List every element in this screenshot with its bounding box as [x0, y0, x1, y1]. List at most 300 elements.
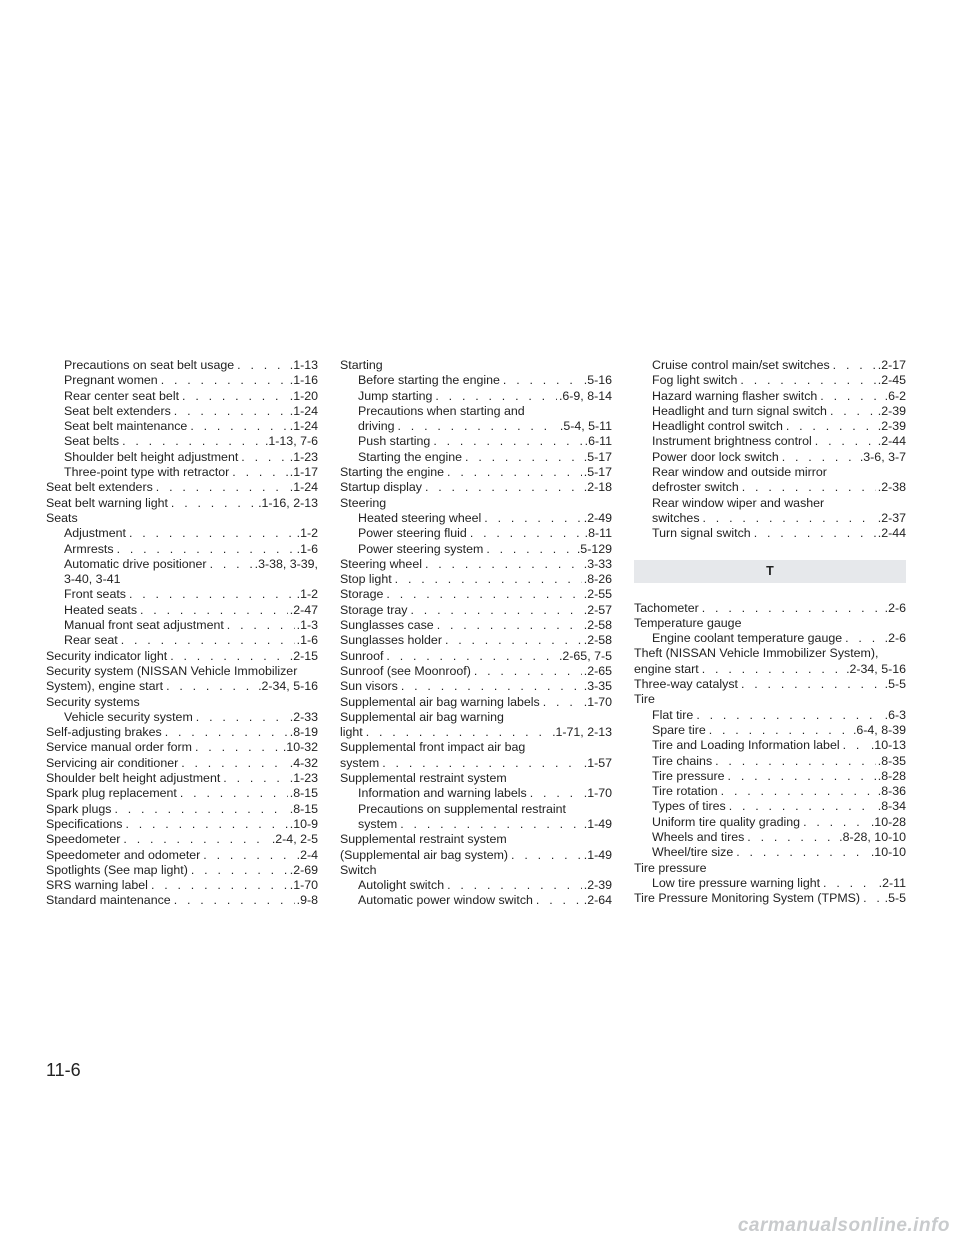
entry-page-ref: .9-8: [296, 893, 318, 908]
entry-term: Speedometer: [46, 832, 121, 847]
index-entry: [634, 601, 906, 616]
index-heading-entry: Supplemental restraint system: [340, 832, 507, 847]
index-entry: [46, 480, 318, 495]
entry-page-ref: .3-35: [583, 679, 612, 694]
index-entry: [46, 832, 318, 847]
index-subentry: [634, 404, 906, 419]
index-subentry-line: Rear window and outside mirror: [652, 465, 827, 480]
entry-term: Instrument brightness control: [652, 434, 812, 449]
dot-leader: [395, 572, 582, 587]
index-heading-entry: Supplemental front impact air bag: [340, 740, 526, 755]
index-entry: [46, 893, 318, 908]
index-subentry: [634, 419, 906, 434]
dot-leader: [129, 526, 295, 541]
entry-term: Seat belt warning light: [46, 495, 168, 510]
dot-leader: [182, 389, 288, 404]
entry-page-ref: .10-9: [289, 816, 318, 831]
entry-term: Startup display: [340, 480, 422, 495]
index-subentry: [634, 815, 906, 830]
entry-term: Spare tire: [652, 722, 706, 737]
entry-page-ref: .1-49: [583, 847, 612, 862]
dot-leader: [180, 786, 288, 801]
entry-page-ref: .2-49: [583, 510, 612, 525]
entry-term: Sunglasses holder: [340, 633, 442, 648]
entry-page-ref: .6-11: [584, 434, 612, 449]
index-entry: [340, 465, 612, 480]
index-entry: [46, 863, 318, 878]
dot-leader: [398, 419, 558, 434]
dot-leader: [140, 603, 288, 618]
entry-term: Power door lock switch: [652, 449, 779, 464]
index-heading-entry: Switch: [340, 862, 377, 877]
dot-leader: [728, 769, 876, 784]
entry-page-ref: .1-6: [296, 541, 318, 556]
index-subentry: [634, 373, 906, 388]
entry-page-ref: .1-57: [583, 755, 612, 770]
entry-page-ref: .5-16: [583, 373, 612, 388]
index-entry: [46, 786, 318, 801]
dot-leader: [166, 679, 256, 694]
entry-page-ref: .2-37: [877, 510, 906, 525]
entry-page-ref: .2-65, 7-5: [558, 648, 612, 663]
index-entry: [340, 587, 612, 602]
index-entry: [340, 480, 612, 495]
dot-leader: [447, 465, 582, 480]
index-subentry-line: Precautions when starting and: [358, 403, 525, 418]
entry-page-ref: .5-17: [583, 449, 612, 464]
entry-term: Servicing air conditioner: [46, 755, 179, 770]
dot-leader: [437, 618, 582, 633]
entry-term: Tire and Loading Information label: [652, 738, 840, 753]
index-subentry: [340, 373, 612, 388]
entry-page-ref: .8-34: [877, 799, 906, 814]
index-column-3: [634, 358, 906, 907]
dot-leader: [474, 664, 582, 679]
index-subentry: [46, 358, 318, 373]
index-subentry: [46, 633, 318, 648]
entry-page-ref: .2-4, 2-5: [271, 832, 318, 847]
entry-term: Tachometer: [634, 600, 699, 615]
dot-leader: [721, 784, 876, 799]
entry-page-ref: .2-6: [884, 631, 906, 646]
index-entry: [340, 725, 612, 740]
entry-term: Vehicle security system: [64, 709, 193, 724]
index-subentry: [46, 389, 318, 404]
dot-leader: [740, 373, 875, 388]
index-subentry-line: Precautions on supplemental restraint: [358, 801, 567, 816]
index-entry: [340, 557, 612, 572]
entry-term: Tire Pressure Monitoring System (TPMS): [634, 891, 861, 906]
index-subentry: [340, 389, 612, 404]
entry-term: Three-way catalyst: [634, 677, 738, 692]
entry-page-ref: .1-49: [583, 816, 612, 831]
dot-leader: [447, 878, 582, 893]
dot-leader: [833, 358, 876, 373]
dot-leader: [465, 450, 582, 465]
entry-page-ref: .1-71, 2-13: [552, 725, 612, 740]
entry-term: engine start: [634, 661, 699, 676]
index-subentry: [46, 465, 318, 480]
entry-term: Information and warning labels: [358, 786, 527, 801]
entry-page-ref: .1-16, 2-13: [258, 495, 318, 510]
index-subentry: [634, 845, 906, 860]
dot-leader: [400, 817, 582, 832]
dot-leader: [830, 404, 876, 419]
index-subentry: [46, 603, 318, 618]
entry-term: Headlight and turn signal switch: [652, 403, 827, 418]
index-subentry: [634, 769, 906, 784]
entry-term: Push starting: [358, 434, 431, 449]
index-heading-entry: Supplemental air bag warning: [340, 709, 504, 724]
dot-leader: [114, 802, 287, 817]
entry-page-ref: .2-55: [583, 587, 612, 602]
index-heading-entry: Starting: [340, 358, 383, 372]
entry-page-ref: .5-17: [583, 465, 612, 480]
entry-page-ref: .2-58: [583, 618, 612, 633]
index-subentry: [634, 754, 906, 769]
index-entry: [340, 679, 612, 694]
entry-page-ref: .2-34, 5-16: [258, 679, 318, 694]
dot-leader: [503, 373, 582, 388]
entry-page-ref: .6-2: [884, 388, 906, 403]
dot-leader: [543, 695, 582, 710]
entry-term: Starting the engine: [340, 465, 445, 480]
index-subentry: [634, 511, 906, 526]
dot-leader: [411, 603, 582, 618]
index-entry: [340, 572, 612, 587]
index-subentry: [634, 631, 906, 646]
index-entry: [340, 603, 612, 618]
dot-leader: [195, 740, 281, 755]
entry-term: Flat tire: [652, 707, 694, 722]
page-number: 11-6: [46, 1060, 81, 1080]
entry-page-ref: .1-2: [296, 587, 318, 602]
dot-leader: [191, 863, 288, 878]
entry-term: Sunroof (see Moonroof): [340, 663, 471, 678]
dot-leader: [486, 542, 575, 557]
index-heading-entry: Theft (NISSAN Vehicle Immobilizer System),: [634, 646, 879, 661]
index-subentry: [340, 419, 612, 434]
index-heading-entry: Temperature gauge: [634, 615, 742, 630]
dot-leader: [129, 587, 295, 602]
entry-page-ref: .2-39: [877, 419, 906, 434]
index-entry: [46, 649, 318, 664]
entry-page-ref: .8-15: [289, 786, 318, 801]
dot-leader: [174, 893, 295, 908]
dot-leader: [823, 876, 877, 891]
entry-term: Rear center seat belt: [64, 388, 180, 403]
entry-page-ref: .10-13: [870, 738, 906, 753]
index-subentry: [634, 723, 906, 738]
entry-page-ref: .10-28: [870, 814, 906, 829]
dot-leader: [470, 526, 583, 541]
entry-page-ref: .10-10: [870, 845, 906, 860]
entry-term: Types of tires: [652, 799, 726, 814]
dot-leader: [433, 434, 582, 449]
entry-term: switches: [652, 510, 700, 525]
entry-term: system: [358, 816, 398, 831]
entry-page-ref: .4-32: [289, 755, 318, 770]
entry-page-ref: .6-9, 8-14: [558, 388, 612, 403]
entry-page-ref: .2-57: [583, 602, 612, 617]
dot-leader: [203, 848, 294, 863]
dot-leader: [165, 725, 288, 740]
entry-page-ref: .1-70: [583, 786, 612, 801]
entry-term: Precautions on seat belt usage: [64, 358, 235, 372]
entry-page-ref: .5-5: [884, 891, 906, 906]
index-entry: [46, 771, 318, 786]
index-subentry: [634, 830, 906, 845]
index-subentry: [634, 450, 906, 465]
index-entry: [46, 740, 318, 755]
entry-page-ref: .3-33: [583, 556, 612, 571]
dot-leader: [425, 480, 582, 495]
index-entry: [46, 756, 318, 771]
entry-term: Wheels and tires: [652, 830, 745, 845]
dot-leader: [386, 587, 581, 602]
entry-term: Storage: [340, 587, 384, 602]
dot-leader: [709, 723, 851, 738]
entry-page-ref: .2-38: [877, 480, 906, 495]
entry-page-ref: .2-18: [583, 480, 612, 495]
index-entry: [634, 891, 906, 906]
watermark-text[interactable]: carmanualsonline.info: [737, 1215, 950, 1236]
entry-page-ref: .5-5: [884, 677, 906, 692]
index-subentry: [46, 404, 318, 419]
entry-term: Seat belts: [64, 434, 120, 449]
entry-term: Engine coolant temperature gauge: [652, 631, 843, 646]
entry-page-ref: .1-6: [296, 633, 318, 648]
entry-page-ref: .10-32: [282, 740, 318, 755]
dot-leader: [536, 893, 582, 908]
dot-leader: [366, 725, 550, 740]
dot-leader: [803, 815, 869, 830]
entry-term: Starting the engine: [358, 449, 463, 464]
entry-term: Tire pressure: [652, 768, 725, 783]
entry-term: Automatic power window switch: [358, 893, 533, 908]
index-subentry-line: 3-40, 3-41: [64, 572, 121, 587]
entry-term: Before starting the engine: [358, 373, 500, 388]
index-heading-entry: Tire pressure: [634, 860, 707, 875]
index-column-2: [340, 358, 612, 909]
index-subentry: [634, 784, 906, 799]
entry-term: Supplemental air bag warning labels: [340, 694, 540, 709]
dot-leader: [170, 649, 288, 664]
entry-term: Armrests: [64, 541, 114, 556]
entry-term: Jump starting: [358, 388, 433, 403]
index-subentry: [634, 526, 906, 541]
dot-leader: [174, 404, 288, 419]
dot-leader: [117, 542, 295, 557]
entry-page-ref: .8-35: [877, 753, 906, 768]
dot-leader: [121, 633, 295, 648]
entry-page-ref: .2-58: [583, 633, 612, 648]
dot-leader: [401, 679, 582, 694]
entry-term: Sun visors: [340, 679, 398, 694]
index-subentry: [46, 434, 318, 449]
index-subentry: [340, 526, 612, 541]
entry-term: Shoulder belt height adjustment: [46, 771, 221, 786]
index-subentry: [340, 434, 612, 449]
entry-term: Spark plug replacement: [46, 786, 177, 801]
dot-leader: [156, 480, 288, 495]
dot-leader: [196, 710, 288, 725]
entry-page-ref: .2-45: [877, 373, 906, 388]
index-column-1: [46, 358, 318, 909]
dot-leader: [223, 771, 287, 786]
entry-page-ref: .1-20: [289, 388, 318, 403]
dot-leader: [425, 557, 582, 572]
entry-term: Uniform tire quality grading: [652, 814, 801, 829]
entry-term: Specifications: [46, 816, 123, 831]
index-entry: [634, 677, 906, 692]
entry-term: Wheel/tire size: [652, 845, 734, 860]
entry-term: Seat belt maintenance: [64, 419, 188, 434]
entry-page-ref: .8-28, 10-10: [839, 830, 906, 845]
entry-term: Turn signal switch: [652, 526, 751, 541]
entry-page-ref: .2-33: [289, 709, 318, 724]
dot-leader: [729, 799, 876, 814]
entry-term: Service manual order form: [46, 740, 192, 755]
entry-page-ref: .2-15: [289, 648, 318, 663]
dot-leader: [843, 738, 869, 753]
entry-page-ref: .8-28: [877, 768, 906, 783]
dot-leader: [747, 830, 837, 845]
entry-term: driving: [358, 419, 395, 434]
index-subentry: [340, 542, 612, 557]
entry-page-ref: .1-13: [289, 358, 318, 372]
entry-page-ref: .8-11: [584, 526, 612, 541]
dot-leader: [702, 601, 883, 616]
entry-term: Manual front seat adjustment: [64, 618, 224, 633]
entry-page-ref: .1-24: [289, 480, 318, 495]
index-entry: [340, 618, 612, 633]
dot-leader: [125, 817, 287, 832]
entry-term: Spotlights (See map light): [46, 862, 188, 877]
entry-page-ref: .1-13, 7-6: [264, 434, 318, 449]
entry-term: Heated steering wheel: [358, 510, 482, 525]
dot-leader: [702, 662, 844, 677]
entry-term: Headlight control switch: [652, 419, 783, 434]
index-subentry: [634, 389, 906, 404]
dot-leader: [786, 419, 876, 434]
index-subentry: [340, 450, 612, 465]
dot-leader: [703, 511, 876, 526]
index-subentry: [46, 373, 318, 388]
entry-page-ref: .2-47: [289, 602, 318, 617]
index-heading-entry: Security systems: [46, 694, 140, 709]
index-heading-entry: Tire: [634, 692, 655, 707]
index-subentry-line: Rear window wiper and washer: [652, 495, 825, 510]
entry-term: system: [340, 755, 380, 770]
entry-term: Spark plugs: [46, 801, 112, 816]
entry-term: Shoulder belt height adjustment: [64, 449, 239, 464]
dot-leader: [511, 848, 582, 863]
dot-leader: [845, 631, 883, 646]
entry-term: Seat belt extenders: [46, 480, 153, 495]
dot-leader: [210, 557, 253, 572]
dot-leader: [181, 756, 288, 771]
entry-page-ref: .2-39: [877, 403, 906, 418]
index-subentry: [634, 876, 906, 891]
entry-page-ref: .8-26: [583, 572, 612, 587]
entry-term: System), engine start: [46, 679, 164, 694]
index-subentry: [46, 419, 318, 434]
index-subentry: [634, 480, 906, 495]
index-entry: [340, 695, 612, 710]
entry-term: Rear seat: [64, 633, 118, 648]
index-subentry: [634, 358, 906, 373]
dot-leader: [190, 419, 287, 434]
entry-term: Sunglasses case: [340, 618, 434, 633]
dot-leader: [232, 465, 287, 480]
entry-term: Fog light switch: [652, 373, 738, 388]
entry-term: Front seats: [64, 587, 126, 602]
index-entry: [46, 817, 318, 832]
dot-leader: [123, 832, 269, 847]
entry-page-ref: .8-36: [877, 784, 906, 799]
entry-page-ref: .1-23: [289, 449, 318, 464]
entry-term: Steering wheel: [340, 556, 422, 571]
entry-page-ref: .1-70: [583, 694, 612, 709]
index-subentry: [340, 878, 612, 893]
entry-page-ref: .2-44: [877, 434, 906, 449]
entry-term: Tire chains: [652, 753, 713, 768]
entry-page-ref: .2-34, 5-16: [846, 661, 906, 676]
entry-page-ref: .1-2: [296, 526, 318, 541]
entry-term: Automatic drive positioner: [64, 556, 207, 571]
entry-page-ref: .1-70: [289, 878, 318, 893]
entry-term: Speedometer and odometer: [46, 847, 201, 862]
entry-term: Autolight switch: [358, 878, 445, 893]
entry-page-ref: .1-17: [289, 465, 318, 480]
dot-leader: [386, 649, 557, 664]
index-entry: [340, 848, 612, 863]
entry-page-ref: .1-3: [296, 618, 318, 633]
entry-page-ref: .3-38, 3-39,: [254, 556, 318, 571]
entry-page-ref: .5-4, 5-11: [559, 419, 612, 434]
index-subentry: [340, 817, 612, 832]
entry-page-ref: .2-64: [583, 893, 612, 908]
entry-page-ref: .2-6: [884, 600, 906, 615]
dot-leader: [237, 358, 288, 373]
index-entry: [340, 756, 612, 771]
entry-term: Self-adjusting brakes: [46, 725, 162, 740]
index-entry: [340, 633, 612, 648]
dot-leader: [435, 389, 557, 404]
dot-leader: [151, 878, 288, 893]
entry-page-ref: .2-65: [583, 663, 612, 678]
entry-page-ref: .1-24: [289, 403, 318, 418]
index-subentry: [634, 708, 906, 723]
entry-term: SRS warning label: [46, 878, 148, 893]
entry-term: Stop light: [340, 572, 392, 587]
dot-leader: [161, 373, 288, 388]
entry-term: Cruise control main/set switches: [652, 358, 830, 372]
index-subentry: [46, 587, 318, 602]
index-entry: [340, 664, 612, 679]
entry-term: Adjustment: [64, 526, 126, 541]
index-subentry: [46, 450, 318, 465]
entry-term: Standard maintenance: [46, 893, 171, 908]
entry-term: Security indicator light: [46, 648, 168, 663]
entry-term: light: [340, 725, 363, 740]
entry-page-ref: .3-6, 3-7: [859, 449, 906, 464]
index-subentry: [340, 786, 612, 801]
index-entry: [46, 725, 318, 740]
index-subentry: [46, 618, 318, 633]
dot-leader: [484, 511, 581, 526]
